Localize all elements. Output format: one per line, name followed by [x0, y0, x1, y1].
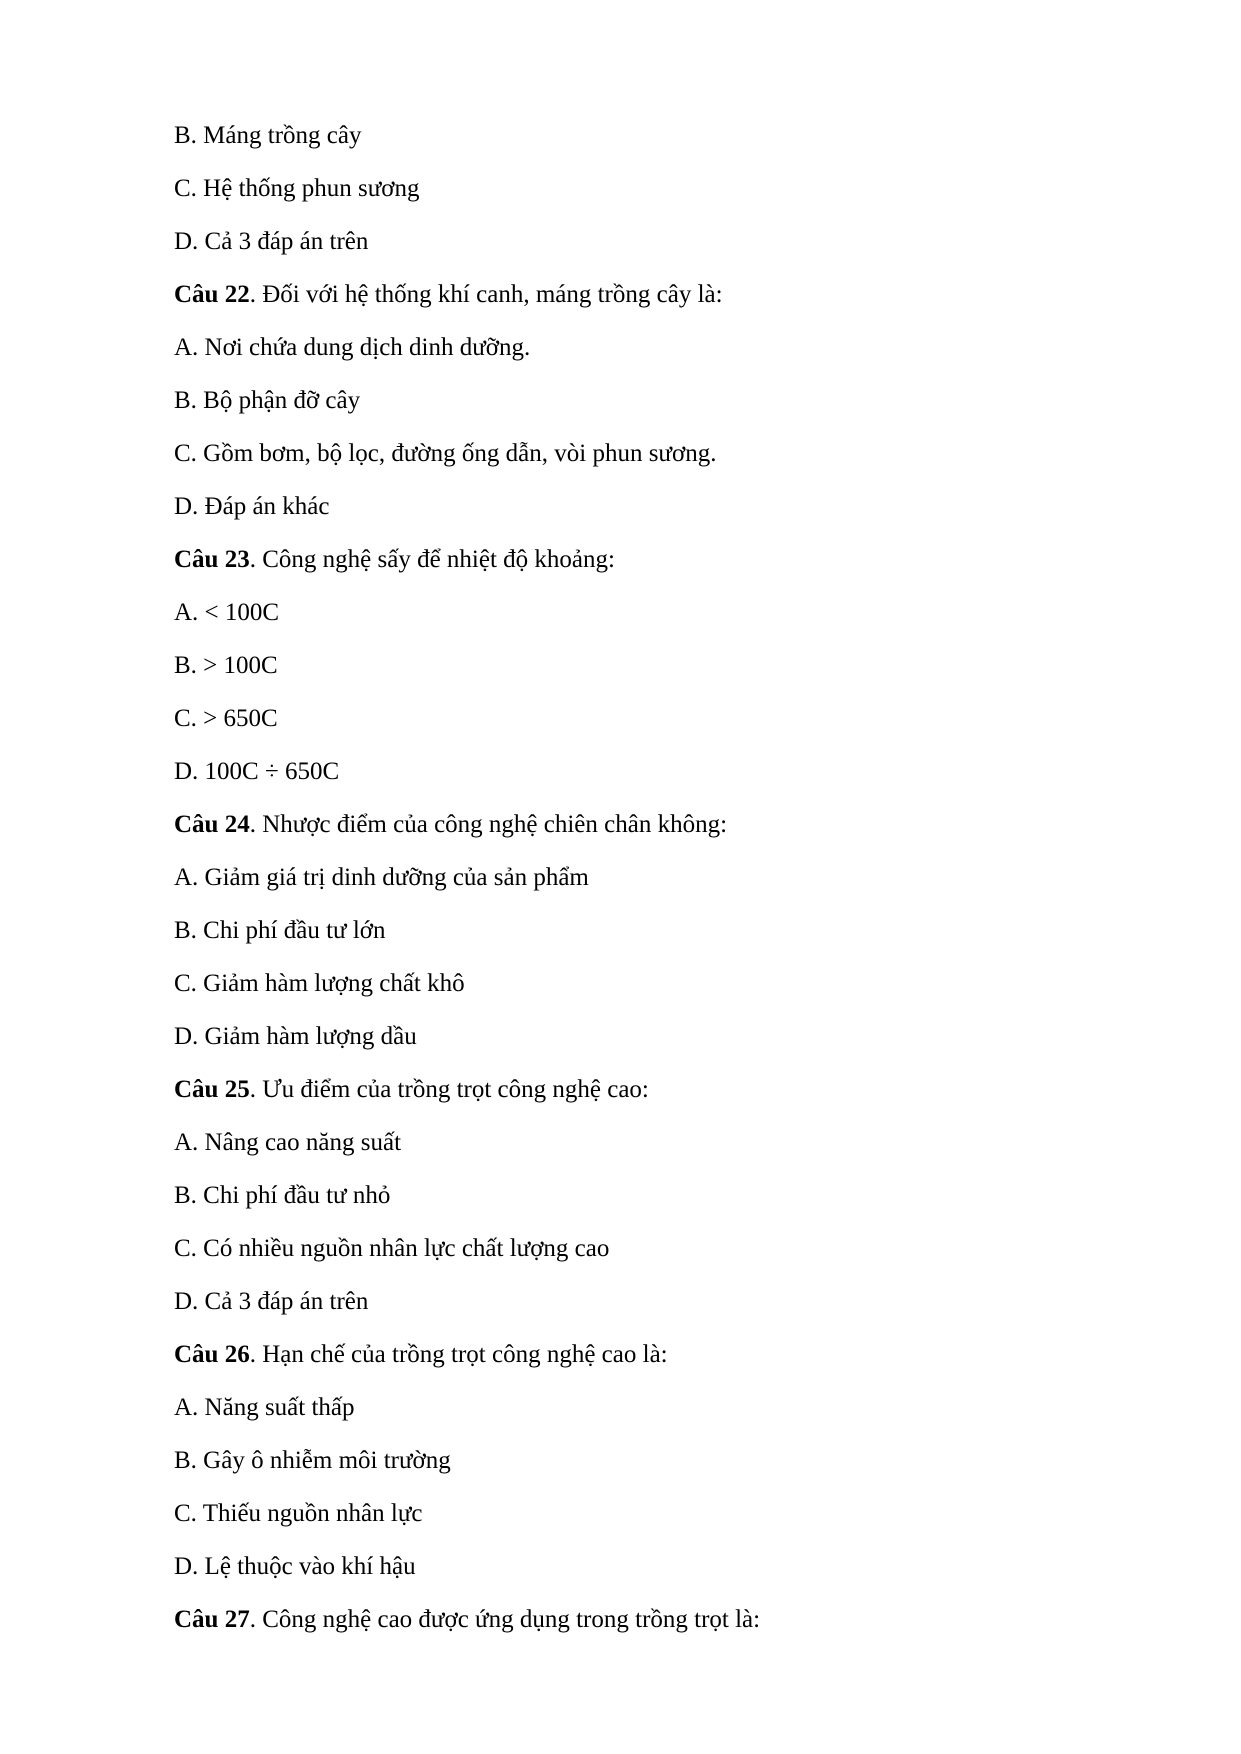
question-text: . Công nghệ sấy để nhiệt độ khoảng: — [249, 546, 615, 573]
question-line — [174, 545, 615, 575]
question-number: Câu 25 — [174, 1076, 250, 1103]
question-number: Câu 26 — [174, 1341, 250, 1368]
option-text: D. Cả 3 đáp án trên — [174, 228, 369, 255]
question-text: . Nhược điểm của công nghệ chiên chân không: — [249, 811, 728, 838]
option-text: C. Giảm hàm lượng chất khô — [174, 970, 465, 997]
option-text: B. Chi phí đầu tư nhỏ — [174, 1182, 391, 1209]
option-line — [174, 1128, 401, 1158]
option-line — [174, 227, 368, 257]
question-line — [174, 810, 727, 840]
option-text: B. > 100C — [174, 652, 278, 679]
question-number: Câu 23 — [174, 546, 250, 573]
option-line — [174, 1552, 416, 1582]
option-text: D. Đáp án khác — [174, 493, 330, 520]
question-text: . Công nghệ cao được ứng dụng trong trồng trọt là: — [249, 1606, 761, 1633]
option-text: B. Bộ phận đỡ cây — [174, 387, 361, 414]
option-line — [174, 1287, 368, 1317]
option-text: B. Máng trồng cây — [174, 122, 362, 149]
option-line — [174, 439, 716, 469]
option-line — [174, 333, 530, 363]
option-text: B. Gây ô nhiễm môi trường — [174, 1447, 451, 1474]
question-line — [174, 280, 723, 310]
option-text: D. 100C ÷ 650C — [174, 758, 340, 785]
option-text: A. Nơi chứa dung dịch dinh dưỡng. — [174, 334, 531, 361]
option-line — [174, 1446, 451, 1476]
option-text: D. Giảm hàm lượng dầu — [174, 1023, 417, 1050]
option-line — [174, 969, 465, 999]
question-number: Câu 24 — [174, 811, 250, 838]
option-line — [174, 492, 330, 522]
option-line — [174, 1499, 422, 1529]
option-text: C. Gồm bơm, bộ lọc, đường ống dẫn, vòi phun sương. — [174, 440, 717, 467]
option-text: D. Lệ thuộc vào khí hậu — [174, 1553, 416, 1580]
option-line — [174, 598, 279, 628]
option-line — [174, 386, 360, 416]
question-text: . Ưu điểm của trồng trọt công nghệ cao: — [249, 1076, 649, 1103]
option-text: B. Chi phí đầu tư lớn — [174, 917, 386, 944]
option-line — [174, 916, 386, 946]
option-line — [174, 863, 589, 893]
option-text: A. Giảm giá trị dinh dưỡng của sản phẩm — [174, 864, 589, 891]
option-line — [174, 174, 420, 204]
question-text: . Hạn chế của trồng trọt công nghệ cao là: — [249, 1341, 668, 1368]
question-number: Câu 22 — [174, 281, 250, 308]
option-text: C. > 650C — [174, 705, 278, 732]
option-line — [174, 121, 361, 151]
option-text: D. Cả 3 đáp án trên — [174, 1288, 369, 1315]
option-line — [174, 1234, 609, 1264]
option-line — [174, 1393, 355, 1423]
option-text: C. Hệ thống phun sương — [174, 175, 420, 202]
option-line — [174, 757, 339, 787]
question-line — [174, 1605, 760, 1635]
option-line — [174, 1181, 390, 1211]
option-line — [174, 651, 278, 681]
question-line — [174, 1340, 668, 1370]
option-text: A. < 100C — [174, 599, 280, 626]
option-text: C. Có nhiều nguồn nhân lực chất lượng cao — [174, 1235, 610, 1262]
option-text: C. Thiếu nguồn nhân lực — [174, 1500, 423, 1527]
option-line — [174, 704, 278, 734]
option-text: A. Năng suất thấp — [174, 1394, 355, 1421]
question-line — [174, 1075, 649, 1105]
question-number: Câu 27 — [174, 1606, 250, 1633]
question-text: . Đối với hệ thống khí canh, máng trồng cây là: — [249, 281, 723, 308]
option-line — [174, 1022, 417, 1052]
option-text: A. Nâng cao năng suất — [174, 1129, 402, 1156]
